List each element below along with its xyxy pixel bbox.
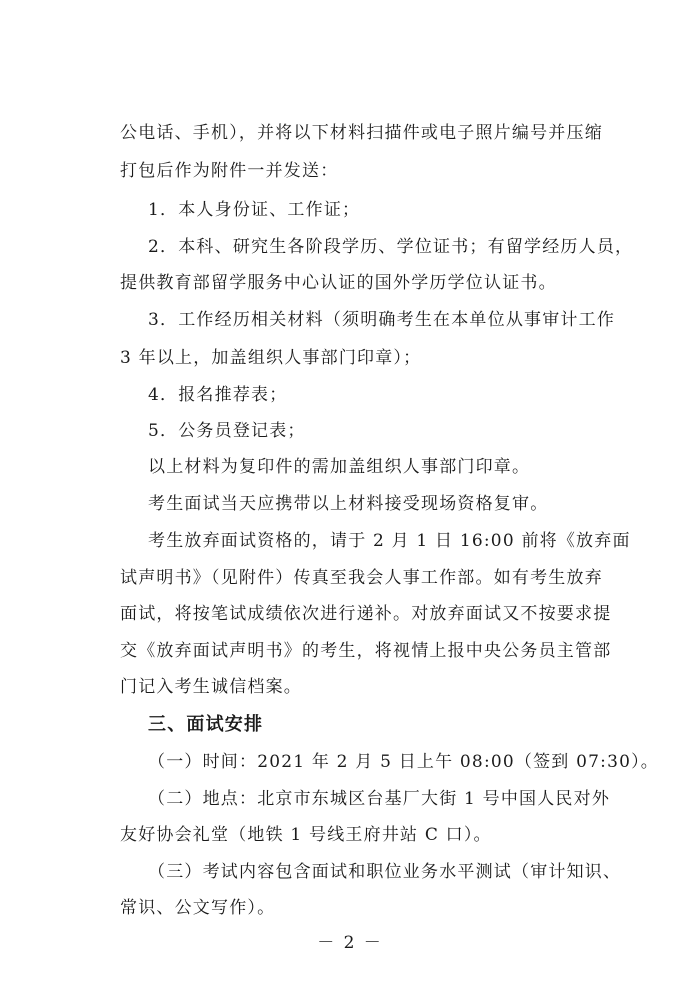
paragraph-line: 面试，将按笔试成绩依次进行递补。对放弃面试又不按要求提	[120, 604, 612, 624]
list-item-registration-form: 5．公务员登记表；	[148, 421, 306, 441]
paragraph-line: 打包后作为附件一并发送：	[120, 161, 339, 181]
paragraph-line: 试声明书》（见附件）传真至我会人事工作部。如有考生放弃	[120, 568, 603, 588]
paragraph-line: 公电话、手机），并将以下材料扫描件或电子照片编号并压缩	[120, 123, 603, 143]
paragraph-line: 友好协会礼堂（地铁 1 号线王府井站 C 口）。	[120, 825, 492, 845]
paragraph-line: 常识、公文写作）。	[120, 898, 276, 918]
section-heading: 三、面试安排	[148, 714, 264, 735]
paragraph-line: 以上材料为复印件的需加盖组织人事部门印章。	[148, 457, 531, 477]
paragraph-line: （二）地点：北京市东城区台基厂大街 1 号中国人民对外	[148, 789, 611, 809]
paragraph-line: （一）时间：2021 年 2 月 5 日上午 08:00（签到 07:30）。	[148, 752, 660, 772]
paragraph-line: （三）考试内容包含面试和职位业务水平测试（审计知识、	[148, 862, 622, 882]
page-number: － 2 －	[317, 933, 383, 953]
paragraph-line: 提供教育部留学服务中心认证的国外学历学位认证书。	[120, 273, 557, 293]
paragraph-line: 交《放弃面试声明书》的考生，将视情上报中央公务员主管部	[120, 641, 612, 661]
paragraph-line: 考生放弃面试资格的，请于 2 月 1 日 16:00 前将《放弃面	[148, 531, 631, 551]
list-item-recommendation-form: 4．报名推荐表；	[148, 385, 288, 405]
list-item-id-card: 1．本人身份证、工作证；	[148, 200, 361, 220]
paragraph-line: 考生面试当天应携带以上材料接受现场资格复审。	[148, 494, 549, 514]
list-item-work-experience: 3．工作经历相关材料（须明确考生在本单位从事审计工作	[148, 310, 616, 330]
paragraph-line: 3 年以上，加盖组织人事部门印章）；	[120, 348, 422, 368]
paragraph-line: 门记入考生诚信档案。	[120, 677, 302, 697]
list-item-degree: 2．本科、研究生各阶段学历、学位证书；有留学经历人员，	[148, 237, 634, 257]
